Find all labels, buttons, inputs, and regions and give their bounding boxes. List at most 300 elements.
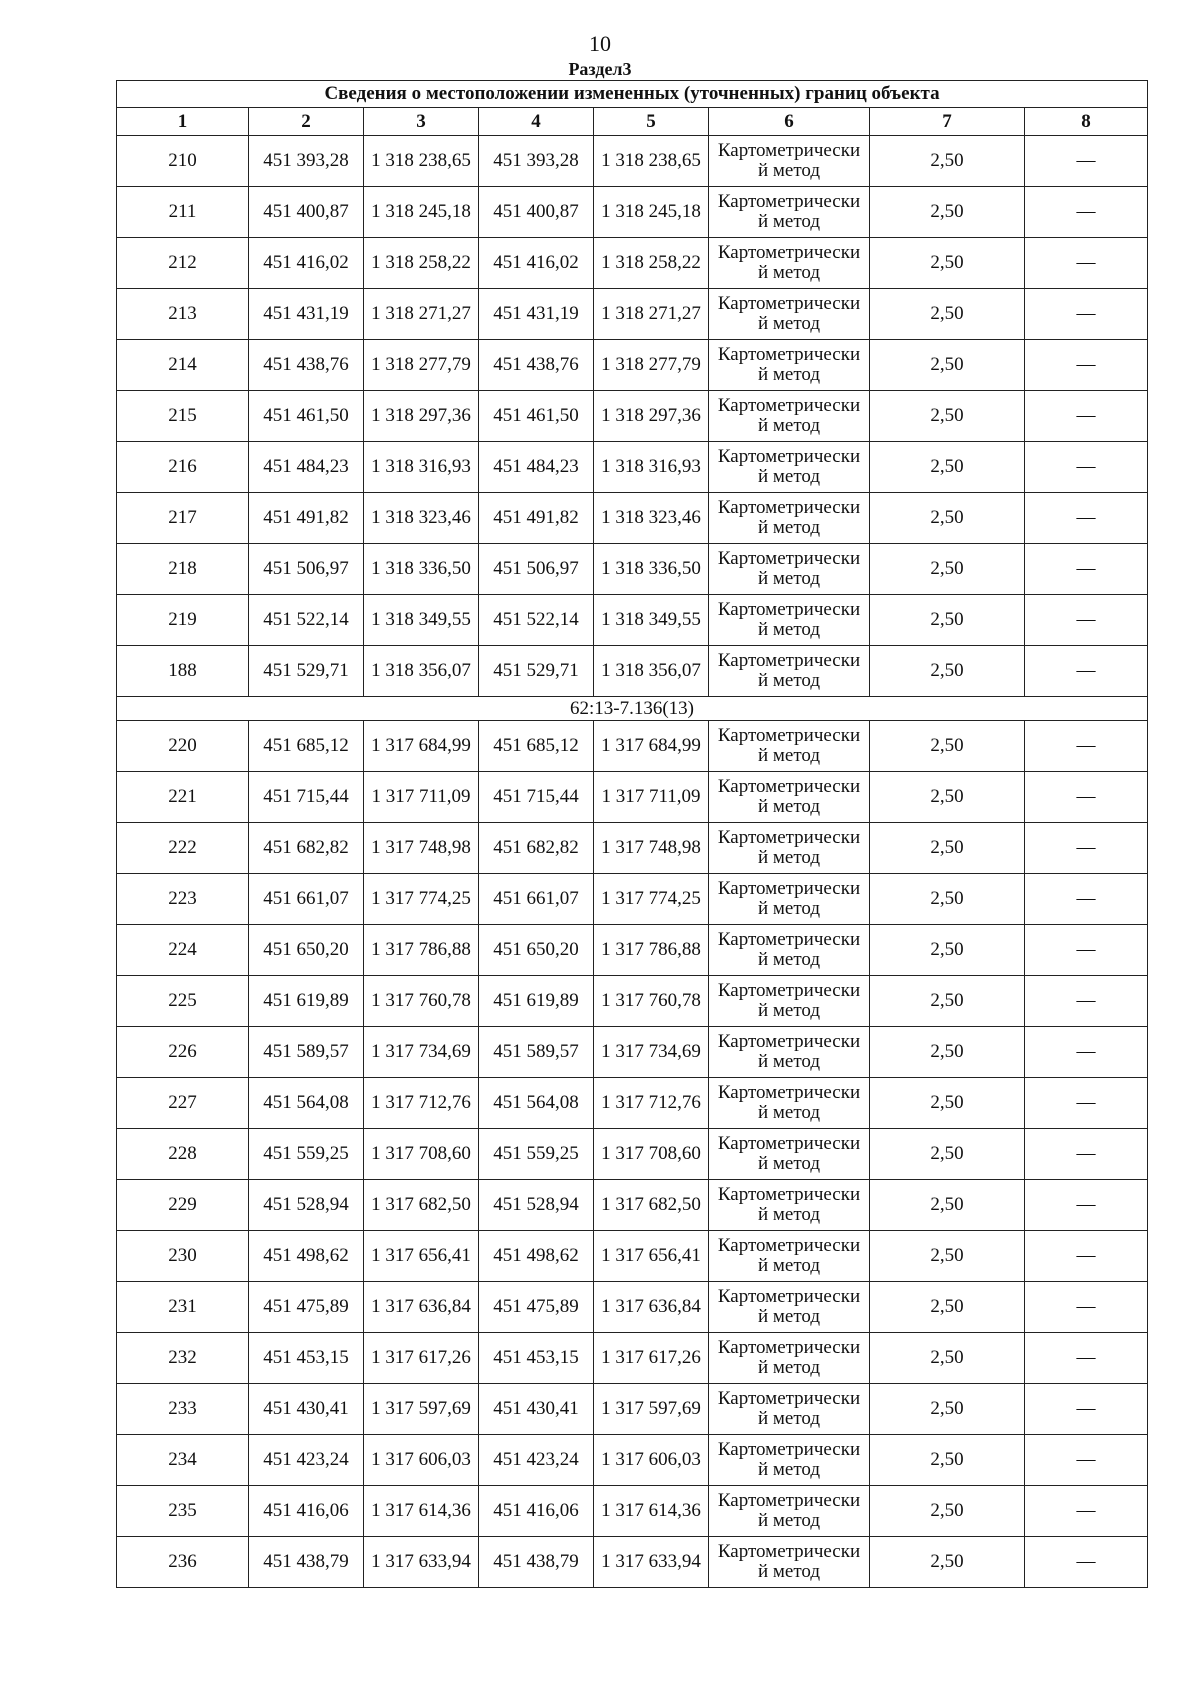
description-cell: — <box>1025 925 1148 976</box>
method-text-line1: Картометрически <box>717 1133 861 1154</box>
method-text-line2: й метод <box>757 1561 821 1582</box>
x-existing-cell: 451 400,87 <box>249 187 364 238</box>
column-header: 6 <box>709 108 870 136</box>
y-new-cell: 1 318 297,36 <box>594 391 709 442</box>
boundary-coordinates-table <box>116 80 1148 1588</box>
x-existing-cell: 451 430,41 <box>249 1384 364 1435</box>
method-text-line1: Картометрически <box>717 497 861 518</box>
table-row <box>117 1486 1148 1537</box>
method-cell <box>709 391 870 442</box>
x-existing-cell: 451 498,62 <box>249 1231 364 1282</box>
table-row <box>117 493 1148 544</box>
method-text-line1: Картометрически <box>717 1388 861 1409</box>
y-new-cell: 1 317 712,76 <box>594 1078 709 1129</box>
point-number-cell: 222 <box>117 823 249 874</box>
x-existing-cell: 451 522,14 <box>249 595 364 646</box>
x-new-cell: 451 438,79 <box>479 1537 594 1588</box>
table-row <box>117 289 1148 340</box>
precision-cell: 2,50 <box>870 1333 1025 1384</box>
method-text-line1: Картометрически <box>717 1235 861 1256</box>
x-existing-cell: 451 491,82 <box>249 493 364 544</box>
precision-cell: 2,50 <box>870 136 1025 187</box>
point-number-cell: 211 <box>117 187 249 238</box>
x-new-cell: 451 650,20 <box>479 925 594 976</box>
method-text-line2: й метод <box>757 1510 821 1531</box>
table-row <box>117 595 1148 646</box>
method-text-line1: Картометрически <box>717 446 861 467</box>
precision-cell: 2,50 <box>870 1129 1025 1180</box>
point-number-cell: 215 <box>117 391 249 442</box>
description-cell: — <box>1025 874 1148 925</box>
description-cell: — <box>1025 1129 1148 1180</box>
precision-cell: 2,50 <box>870 1231 1025 1282</box>
x-new-cell: 451 431,19 <box>479 289 594 340</box>
method-text-line1: Картометрически <box>717 980 861 1001</box>
y-existing-cell: 1 318 316,93 <box>364 442 479 493</box>
method-text-line2: й метод <box>757 796 821 817</box>
x-existing-cell: 451 661,07 <box>249 874 364 925</box>
method-cell <box>709 1129 870 1180</box>
x-existing-cell: 451 506,97 <box>249 544 364 595</box>
point-number-cell: 188 <box>117 646 249 697</box>
description-cell: — <box>1025 1282 1148 1333</box>
method-cell <box>709 1078 870 1129</box>
method-cell <box>709 646 870 697</box>
x-new-cell: 451 559,25 <box>479 1129 594 1180</box>
method-cell <box>709 442 870 493</box>
column-header: 2 <box>249 108 364 136</box>
y-new-cell: 1 318 336,50 <box>594 544 709 595</box>
method-text-line2: й метод <box>757 517 821 538</box>
y-existing-cell: 1 317 711,09 <box>364 772 479 823</box>
x-existing-cell: 451 685,12 <box>249 721 364 772</box>
method-text-line2: й метод <box>757 262 821 283</box>
method-cell <box>709 1384 870 1435</box>
x-existing-cell: 451 589,57 <box>249 1027 364 1078</box>
y-new-cell: 1 317 684,99 <box>594 721 709 772</box>
method-cell <box>709 544 870 595</box>
column-header: 8 <box>1025 108 1148 136</box>
method-text-line1: Картометрически <box>717 1082 861 1103</box>
x-new-cell: 451 528,94 <box>479 1180 594 1231</box>
method-text-line2: й метод <box>757 847 821 868</box>
point-number-cell: 235 <box>117 1486 249 1537</box>
method-text-line2: й метод <box>757 211 821 232</box>
x-new-cell: 451 715,44 <box>479 772 594 823</box>
table-row <box>117 1027 1148 1078</box>
table-row <box>117 1180 1148 1231</box>
table-row <box>117 136 1148 187</box>
method-text-line1: Картометрически <box>717 191 861 212</box>
y-existing-cell: 1 317 597,69 <box>364 1384 479 1435</box>
y-new-cell: 1 317 597,69 <box>594 1384 709 1435</box>
y-new-cell: 1 317 633,94 <box>594 1537 709 1588</box>
method-text-line2: й метод <box>757 1102 821 1123</box>
method-text-line1: Картометрически <box>717 650 861 671</box>
y-existing-cell: 1 317 774,25 <box>364 874 479 925</box>
point-number-cell: 227 <box>117 1078 249 1129</box>
point-number-cell: 229 <box>117 1180 249 1231</box>
method-text-line1: Картометрически <box>717 1031 861 1052</box>
y-new-cell: 1 318 258,22 <box>594 238 709 289</box>
method-cell <box>709 772 870 823</box>
table-row <box>117 646 1148 697</box>
method-cell <box>709 340 870 391</box>
description-cell: — <box>1025 646 1148 697</box>
method-text-line2: й метод <box>757 160 821 181</box>
point-number-cell: 236 <box>117 1537 249 1588</box>
point-number-cell: 213 <box>117 289 249 340</box>
y-existing-cell: 1 318 323,46 <box>364 493 479 544</box>
method-text-line1: Картометрически <box>717 1184 861 1205</box>
table-row <box>117 1537 1148 1588</box>
method-text-line1: Картометрически <box>717 140 861 161</box>
y-new-cell: 1 317 748,98 <box>594 823 709 874</box>
y-existing-cell: 1 317 636,84 <box>364 1282 479 1333</box>
method-text-line2: й метод <box>757 1459 821 1480</box>
point-number-cell: 210 <box>117 136 249 187</box>
point-number-cell: 233 <box>117 1384 249 1435</box>
description-cell: — <box>1025 1027 1148 1078</box>
column-header: 5 <box>594 108 709 136</box>
page-number: 10 <box>589 31 611 56</box>
point-number-cell: 224 <box>117 925 249 976</box>
table-row <box>117 187 1148 238</box>
description-cell: — <box>1025 1537 1148 1588</box>
precision-cell: 2,50 <box>870 874 1025 925</box>
method-cell <box>709 925 870 976</box>
x-new-cell: 451 661,07 <box>479 874 594 925</box>
y-existing-cell: 1 317 606,03 <box>364 1435 479 1486</box>
description-cell: — <box>1025 1078 1148 1129</box>
x-existing-cell: 451 682,82 <box>249 823 364 874</box>
x-existing-cell: 451 461,50 <box>249 391 364 442</box>
precision-cell: 2,50 <box>870 187 1025 238</box>
y-new-cell: 1 317 636,84 <box>594 1282 709 1333</box>
table-row <box>117 340 1148 391</box>
method-text-line1: Картометрически <box>717 599 861 620</box>
x-new-cell: 451 491,82 <box>479 493 594 544</box>
x-existing-cell: 451 453,15 <box>249 1333 364 1384</box>
y-existing-cell: 1 318 271,27 <box>364 289 479 340</box>
y-new-cell: 1 317 656,41 <box>594 1231 709 1282</box>
method-cell <box>709 187 870 238</box>
method-cell <box>709 595 870 646</box>
precision-cell: 2,50 <box>870 823 1025 874</box>
y-new-cell: 1 317 606,03 <box>594 1435 709 1486</box>
point-number-cell: 225 <box>117 976 249 1027</box>
table-row <box>117 772 1148 823</box>
x-existing-cell: 451 650,20 <box>249 925 364 976</box>
precision-cell: 2,50 <box>870 238 1025 289</box>
precision-cell: 2,50 <box>870 595 1025 646</box>
precision-cell: 2,50 <box>870 442 1025 493</box>
method-cell <box>709 289 870 340</box>
description-cell: — <box>1025 1231 1148 1282</box>
precision-cell: 2,50 <box>870 1282 1025 1333</box>
precision-cell: 2,50 <box>870 976 1025 1027</box>
table-row <box>117 391 1148 442</box>
point-number-cell: 234 <box>117 1435 249 1486</box>
y-existing-cell: 1 317 786,88 <box>364 925 479 976</box>
y-new-cell: 1 317 786,88 <box>594 925 709 976</box>
method-text-line2: й метод <box>757 949 821 970</box>
point-number-cell: 232 <box>117 1333 249 1384</box>
x-existing-cell: 451 423,24 <box>249 1435 364 1486</box>
y-existing-cell: 1 317 760,78 <box>364 976 479 1027</box>
x-existing-cell: 451 431,19 <box>249 289 364 340</box>
method-text-line1: Картометрически <box>717 1337 861 1358</box>
table-row <box>117 1231 1148 1282</box>
x-existing-cell: 451 564,08 <box>249 1078 364 1129</box>
method-cell <box>709 1282 870 1333</box>
precision-cell: 2,50 <box>870 1384 1025 1435</box>
method-cell <box>709 976 870 1027</box>
point-number-cell: 230 <box>117 1231 249 1282</box>
y-new-cell: 1 317 682,50 <box>594 1180 709 1231</box>
x-new-cell: 451 461,50 <box>479 391 594 442</box>
table-row <box>117 874 1148 925</box>
description-cell: — <box>1025 1333 1148 1384</box>
precision-cell: 2,50 <box>870 925 1025 976</box>
x-new-cell: 451 498,62 <box>479 1231 594 1282</box>
method-cell <box>709 1231 870 1282</box>
x-existing-cell: 451 438,79 <box>249 1537 364 1588</box>
y-existing-cell: 1 318 349,55 <box>364 595 479 646</box>
y-existing-cell: 1 318 258,22 <box>364 238 479 289</box>
y-new-cell: 1 317 774,25 <box>594 874 709 925</box>
method-text-line2: й метод <box>757 415 821 436</box>
method-text-line1: Картометрически <box>717 1439 861 1460</box>
x-existing-cell: 451 393,28 <box>249 136 364 187</box>
x-new-cell: 451 564,08 <box>479 1078 594 1129</box>
method-text-line2: й метод <box>757 466 821 487</box>
y-existing-cell: 1 317 712,76 <box>364 1078 479 1129</box>
method-text-line1: Картометрически <box>717 1286 861 1307</box>
y-new-cell: 1 317 708,60 <box>594 1129 709 1180</box>
table-row <box>117 823 1148 874</box>
y-existing-cell: 1 318 336,50 <box>364 544 479 595</box>
description-cell: — <box>1025 187 1148 238</box>
description-cell: — <box>1025 1486 1148 1537</box>
x-existing-cell: 451 619,89 <box>249 976 364 1027</box>
y-new-cell: 1 318 271,27 <box>594 289 709 340</box>
method-text-line1: Картометрически <box>717 827 861 848</box>
precision-cell: 2,50 <box>870 289 1025 340</box>
table-caption-row <box>117 81 1148 108</box>
method-cell <box>709 1537 870 1588</box>
y-existing-cell: 1 317 656,41 <box>364 1231 479 1282</box>
point-number-cell: 228 <box>117 1129 249 1180</box>
point-number-cell: 219 <box>117 595 249 646</box>
precision-cell: 2,50 <box>870 340 1025 391</box>
y-new-cell: 1 317 617,26 <box>594 1333 709 1384</box>
x-new-cell: 451 416,02 <box>479 238 594 289</box>
group-label-row <box>117 697 1148 721</box>
x-existing-cell: 451 484,23 <box>249 442 364 493</box>
description-cell: — <box>1025 823 1148 874</box>
y-new-cell: 1 317 614,36 <box>594 1486 709 1537</box>
y-new-cell: 1 317 711,09 <box>594 772 709 823</box>
method-cell <box>709 1027 870 1078</box>
x-new-cell: 451 682,82 <box>479 823 594 874</box>
precision-cell: 2,50 <box>870 772 1025 823</box>
method-text-line2: й метод <box>757 1357 821 1378</box>
y-new-cell: 1 317 734,69 <box>594 1027 709 1078</box>
table-row <box>117 925 1148 976</box>
method-text-line2: й метод <box>757 568 821 589</box>
method-text-line2: й метод <box>757 1255 821 1276</box>
method-text-line2: й метод <box>757 1051 821 1072</box>
precision-cell: 2,50 <box>870 721 1025 772</box>
x-new-cell: 451 423,24 <box>479 1435 594 1486</box>
method-text-line1: Картометрически <box>717 293 861 314</box>
method-text-line1: Картометрически <box>717 242 861 263</box>
x-existing-cell: 451 715,44 <box>249 772 364 823</box>
method-cell <box>709 1435 870 1486</box>
method-text-line1: Картометрически <box>717 878 861 899</box>
description-cell: — <box>1025 721 1148 772</box>
x-new-cell: 451 685,12 <box>479 721 594 772</box>
table-row <box>117 976 1148 1027</box>
point-number-cell: 218 <box>117 544 249 595</box>
description-cell: — <box>1025 442 1148 493</box>
method-text-line2: й метод <box>757 313 821 334</box>
description-cell: — <box>1025 289 1148 340</box>
description-cell: — <box>1025 544 1148 595</box>
description-cell: — <box>1025 340 1148 391</box>
description-cell: — <box>1025 595 1148 646</box>
description-cell: — <box>1025 976 1148 1027</box>
precision-cell: 2,50 <box>870 1027 1025 1078</box>
y-new-cell: 1 317 760,78 <box>594 976 709 1027</box>
precision-cell: 2,50 <box>870 391 1025 442</box>
method-text-line2: й метод <box>757 1408 821 1429</box>
method-cell <box>709 823 870 874</box>
description-cell: — <box>1025 772 1148 823</box>
method-text-line2: й метод <box>757 1153 821 1174</box>
section-title: Раздел3 <box>568 59 632 79</box>
table-caption: Сведения о местоположении измененных (уточненных) границ объекта <box>117 81 1148 108</box>
point-number-cell: 216 <box>117 442 249 493</box>
method-text-line1: Картометрически <box>717 548 861 569</box>
y-new-cell: 1 318 245,18 <box>594 187 709 238</box>
x-new-cell: 451 400,87 <box>479 187 594 238</box>
method-text-line2: й метод <box>757 1306 821 1327</box>
method-text-line2: й метод <box>757 670 821 691</box>
method-cell <box>709 721 870 772</box>
point-number-cell: 226 <box>117 1027 249 1078</box>
method-text-line2: й метод <box>757 619 821 640</box>
description-cell: — <box>1025 493 1148 544</box>
column-header: 7 <box>870 108 1025 136</box>
precision-cell: 2,50 <box>870 544 1025 595</box>
x-existing-cell: 451 528,94 <box>249 1180 364 1231</box>
method-text-line2: й метод <box>757 898 821 919</box>
method-text-line1: Картометрически <box>717 776 861 797</box>
x-existing-cell: 451 416,06 <box>249 1486 364 1537</box>
method-cell <box>709 493 870 544</box>
point-number-cell: 214 <box>117 340 249 391</box>
x-new-cell: 451 589,57 <box>479 1027 594 1078</box>
point-number-cell: 212 <box>117 238 249 289</box>
x-new-cell: 451 484,23 <box>479 442 594 493</box>
y-existing-cell: 1 317 633,94 <box>364 1537 479 1588</box>
column-header: 4 <box>479 108 594 136</box>
x-existing-cell: 451 416,02 <box>249 238 364 289</box>
x-new-cell: 451 416,06 <box>479 1486 594 1537</box>
point-number-cell: 220 <box>117 721 249 772</box>
precision-cell: 2,50 <box>870 646 1025 697</box>
column-header: 3 <box>364 108 479 136</box>
method-cell <box>709 238 870 289</box>
column-header: 1 <box>117 108 249 136</box>
x-existing-cell: 451 559,25 <box>249 1129 364 1180</box>
precision-cell: 2,50 <box>870 1435 1025 1486</box>
precision-cell: 2,50 <box>870 493 1025 544</box>
method-cell <box>709 136 870 187</box>
y-existing-cell: 1 317 748,98 <box>364 823 479 874</box>
y-existing-cell: 1 317 682,50 <box>364 1180 479 1231</box>
precision-cell: 2,50 <box>870 1486 1025 1537</box>
x-existing-cell: 451 438,76 <box>249 340 364 391</box>
method-text-line2: й метод <box>757 364 821 385</box>
table-row <box>117 721 1148 772</box>
y-existing-cell: 1 317 734,69 <box>364 1027 479 1078</box>
description-cell: — <box>1025 1180 1148 1231</box>
column-number-row <box>117 108 1148 136</box>
method-text-line1: Картометрически <box>717 725 861 746</box>
y-existing-cell: 1 317 614,36 <box>364 1486 479 1537</box>
x-new-cell: 451 529,71 <box>479 646 594 697</box>
method-cell <box>709 874 870 925</box>
method-text-line2: й метод <box>757 1000 821 1021</box>
x-new-cell: 451 430,41 <box>479 1384 594 1435</box>
precision-cell: 2,50 <box>870 1537 1025 1588</box>
description-cell: — <box>1025 1435 1148 1486</box>
method-text-line2: й метод <box>757 745 821 766</box>
cadastral-group-label: 62:13-7.136(13) <box>117 697 1148 721</box>
point-number-cell: 217 <box>117 493 249 544</box>
y-new-cell: 1 318 277,79 <box>594 340 709 391</box>
y-existing-cell: 1 317 684,99 <box>364 721 479 772</box>
x-new-cell: 451 475,89 <box>479 1282 594 1333</box>
description-cell: — <box>1025 1384 1148 1435</box>
table-row <box>117 1282 1148 1333</box>
x-new-cell: 451 453,15 <box>479 1333 594 1384</box>
y-existing-cell: 1 318 356,07 <box>364 646 479 697</box>
x-new-cell: 451 506,97 <box>479 544 594 595</box>
table-row <box>117 238 1148 289</box>
y-new-cell: 1 318 356,07 <box>594 646 709 697</box>
x-existing-cell: 451 529,71 <box>249 646 364 697</box>
table-row <box>117 544 1148 595</box>
table-row <box>117 1078 1148 1129</box>
y-new-cell: 1 318 323,46 <box>594 493 709 544</box>
precision-cell: 2,50 <box>870 1078 1025 1129</box>
method-text-line1: Картометрически <box>717 395 861 416</box>
x-new-cell: 451 438,76 <box>479 340 594 391</box>
method-cell <box>709 1333 870 1384</box>
method-text-line1: Картометрически <box>717 344 861 365</box>
method-text-line2: й метод <box>757 1204 821 1225</box>
point-number-cell: 223 <box>117 874 249 925</box>
table-row <box>117 1129 1148 1180</box>
y-new-cell: 1 318 316,93 <box>594 442 709 493</box>
table-row <box>117 1333 1148 1384</box>
x-new-cell: 451 393,28 <box>479 136 594 187</box>
description-cell: — <box>1025 238 1148 289</box>
